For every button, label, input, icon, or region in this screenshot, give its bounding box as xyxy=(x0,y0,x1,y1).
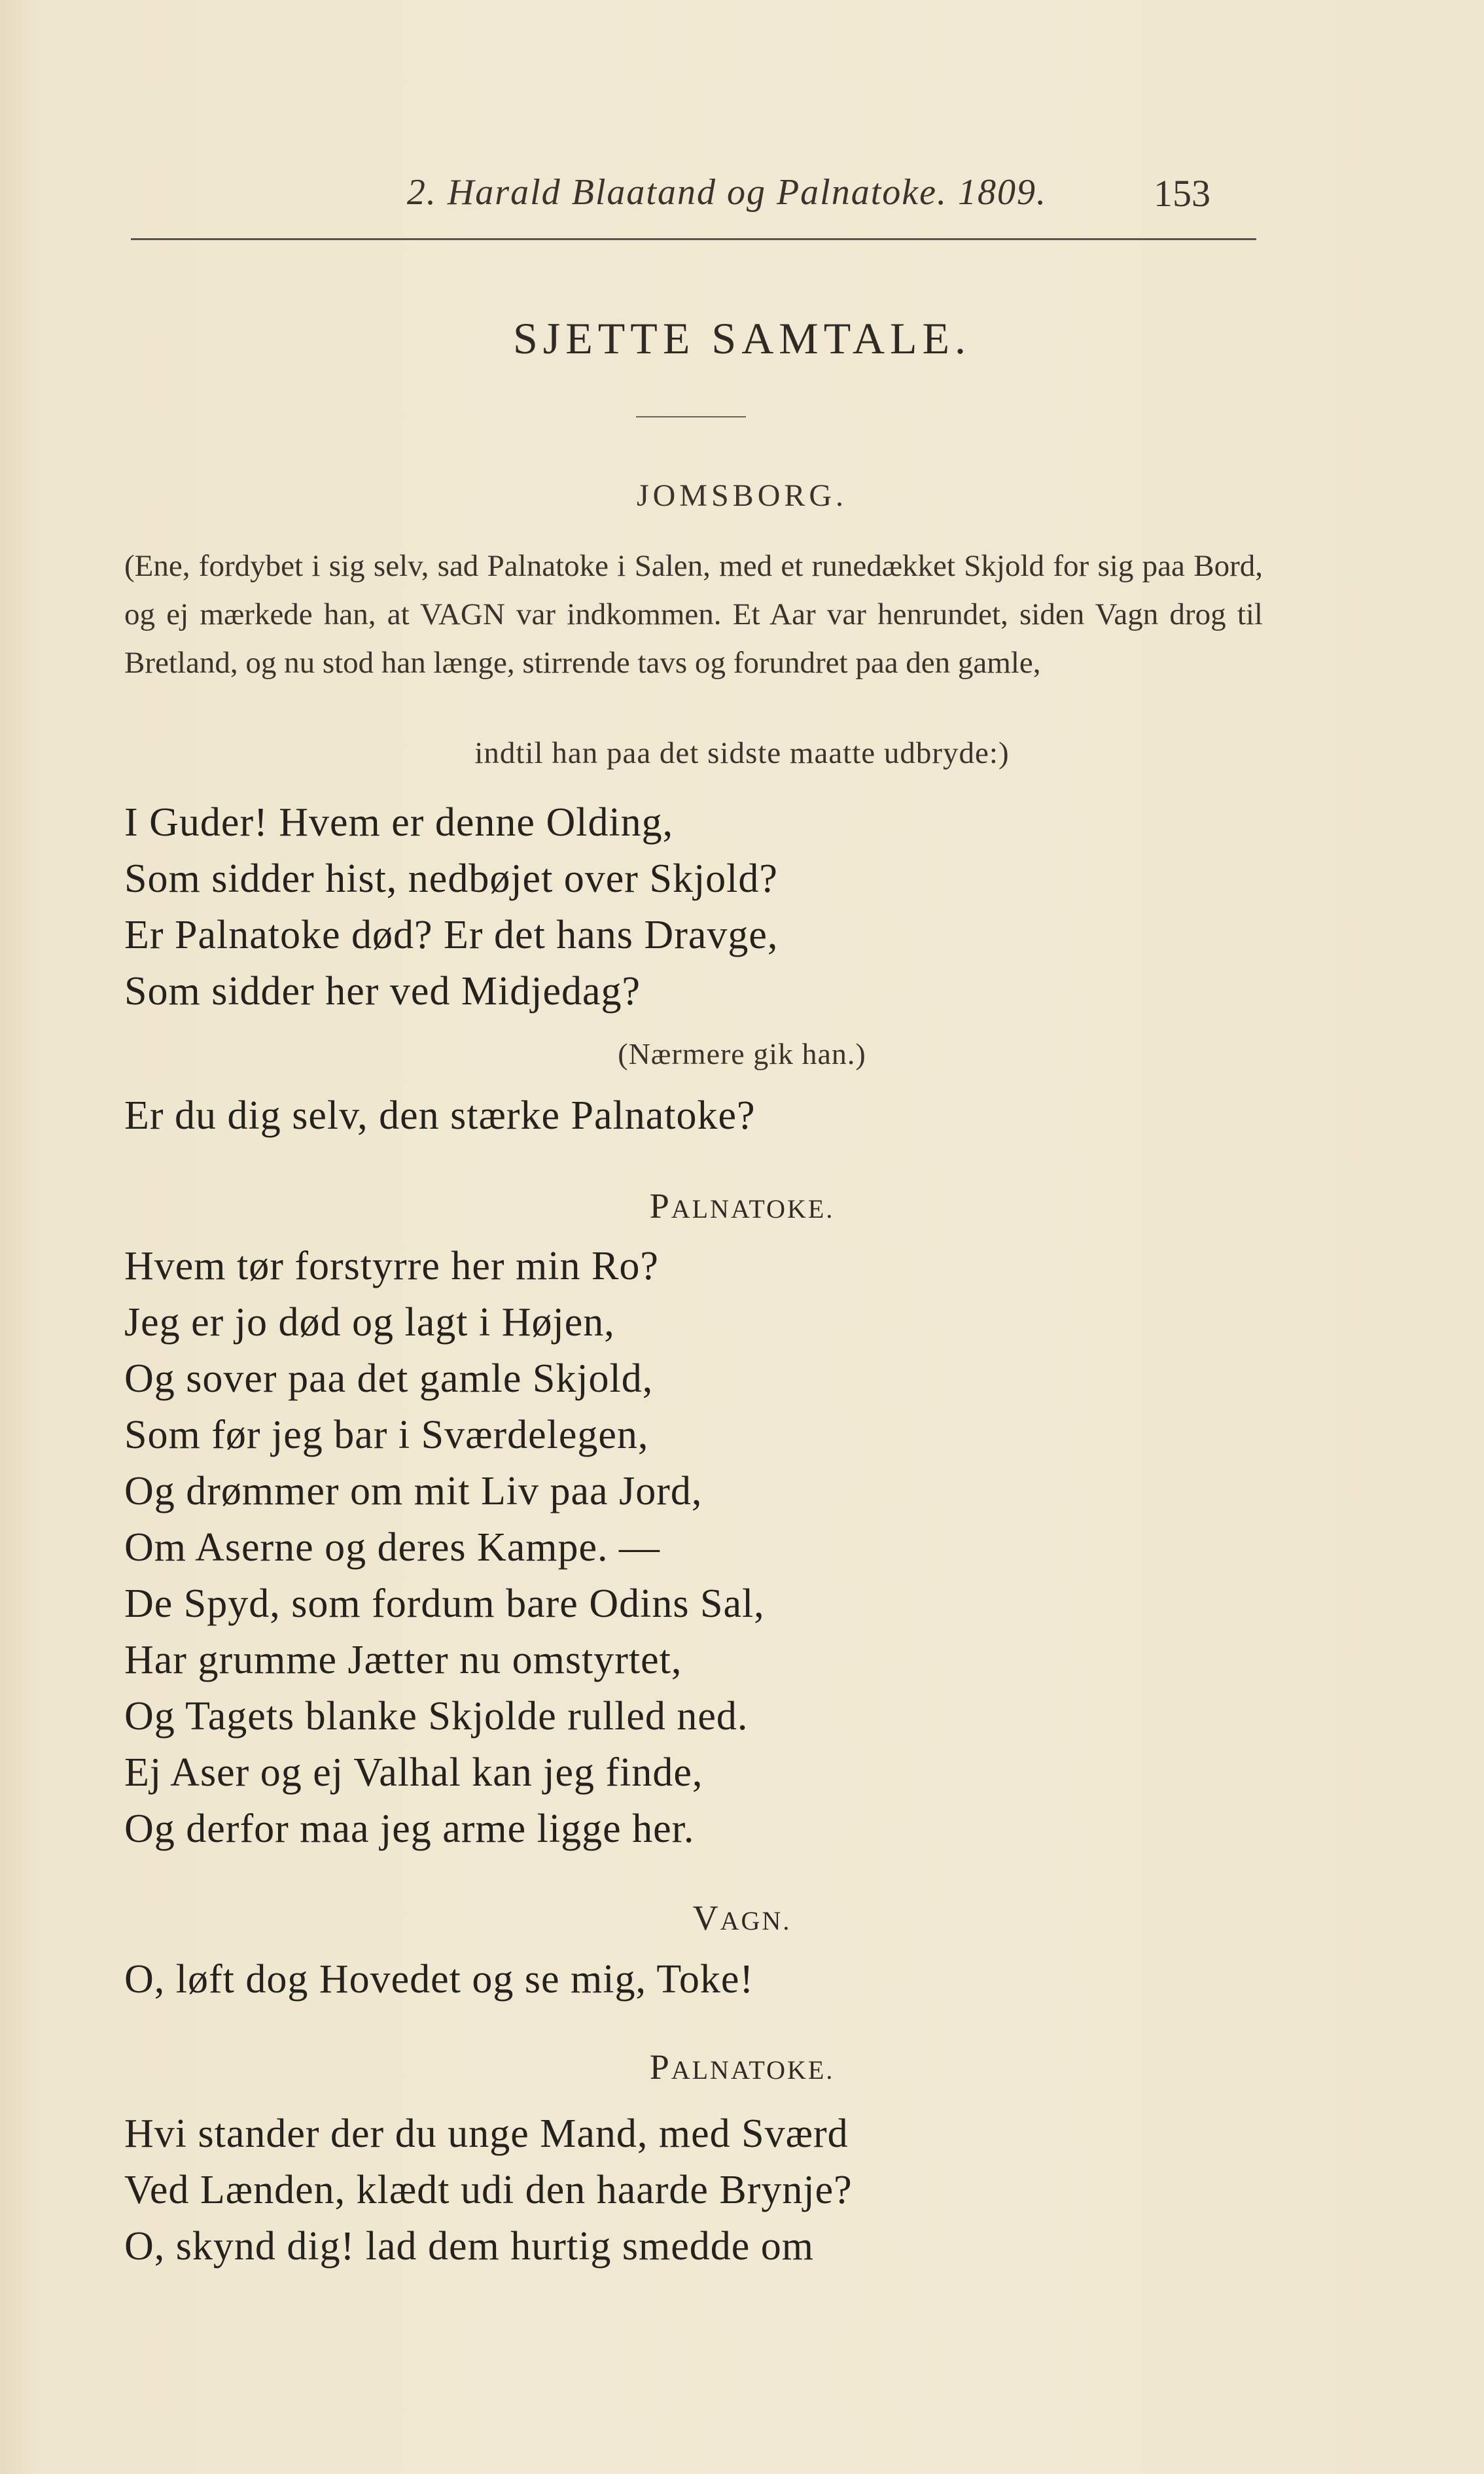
speaker-name xyxy=(0,1186,1484,1226)
verse-line: I Guder! Hvem er denne Olding, xyxy=(124,800,674,845)
scene-place: JOMSBORG. xyxy=(636,478,848,513)
verse-line: Har grumme Jætter nu omstyrtet, xyxy=(124,1638,682,1682)
verse-line: Og sover paa det gamle Skjold, xyxy=(124,1356,654,1401)
verse-line: Og Tagets blanke Skjolde rulled ned. xyxy=(124,1694,749,1739)
verse-line: O, løft dog Hovedet og se mig, Toke! xyxy=(124,1957,754,2002)
running-head xyxy=(131,171,1256,217)
verse-line: Og drømmer om mit Liv paa Jord, xyxy=(124,1469,703,1513)
verse-line: O, skynd dig! lad dem hurtig smedde om xyxy=(124,2224,814,2269)
verse-line: Ej Aser og ej Valhal kan jeg finde, xyxy=(124,1750,703,1795)
speaker-name xyxy=(0,1898,1484,1938)
speaker-initial: P xyxy=(649,2047,671,2087)
verse-line: Som før jeg bar i Sværdelegen, xyxy=(124,1413,649,1457)
verse-line: Hvi stander der du unge Mand, med Sværd xyxy=(124,2112,849,2156)
verse-line: Om Aserne og deres Kampe. — xyxy=(124,1525,661,1570)
speaker-rest: ALNATOKE. xyxy=(671,1194,835,1224)
running-head-title: 2. Harald Blaatand og Palnatoke. 1809. xyxy=(406,172,1047,213)
speaker-name xyxy=(0,2047,1484,2087)
speaker-rest: ALNATOKE. xyxy=(671,2055,835,2085)
speaker-rest: AGN. xyxy=(720,1906,792,1935)
speaker-initial: P xyxy=(649,1186,671,1226)
verse-line: De Spyd, som fordum bare Odins Sal, xyxy=(124,1582,765,1626)
stage-direction-last-line: indtil han paa det sidste maatte udbryde:) xyxy=(474,736,1010,770)
stage-direction-inline: (Nærmere gik han.) xyxy=(618,1037,866,1070)
speaker-initial: V xyxy=(692,1898,720,1937)
page-number: 153 xyxy=(1154,172,1210,215)
verse-line: Er Palnatoke død? Er det hans Dravge, xyxy=(124,913,779,957)
header-rule xyxy=(131,238,1256,240)
verse-line: Ved Lænden, klædt udi den haarde Brynje? xyxy=(124,2168,853,2212)
scene-title: SJETTE SAMTALE. xyxy=(512,313,972,363)
verse-line: Som sidder her ved Midjedag? xyxy=(124,969,641,1014)
verse-line: Som sidder hist, nedbøjet over Skjold? xyxy=(124,857,778,901)
verse-line: Jeg er jo død og lagt i Højen, xyxy=(124,1300,615,1345)
stage-direction: (Ene, fordybet i sig selv, sad Palnatoke i Salen, med et runedækket Skjold for sig paa Bord, og ej mærkede han, at VAGN var indkommen. Et Aar var henrundet, siden Vagn drog til Bretland, og nu stod han længe, stirrende tavs og forundret paa den gamle, xyxy=(124,549,1263,680)
verse-line: Hvem tør forstyrre her min Ro? xyxy=(124,1244,659,1288)
verse-line: Og derfor maa jeg arme ligge her. xyxy=(124,1807,695,1851)
verse-line: Er du dig selv, den stærke Palnatoke? xyxy=(124,1093,756,1138)
title-divider xyxy=(636,416,746,417)
